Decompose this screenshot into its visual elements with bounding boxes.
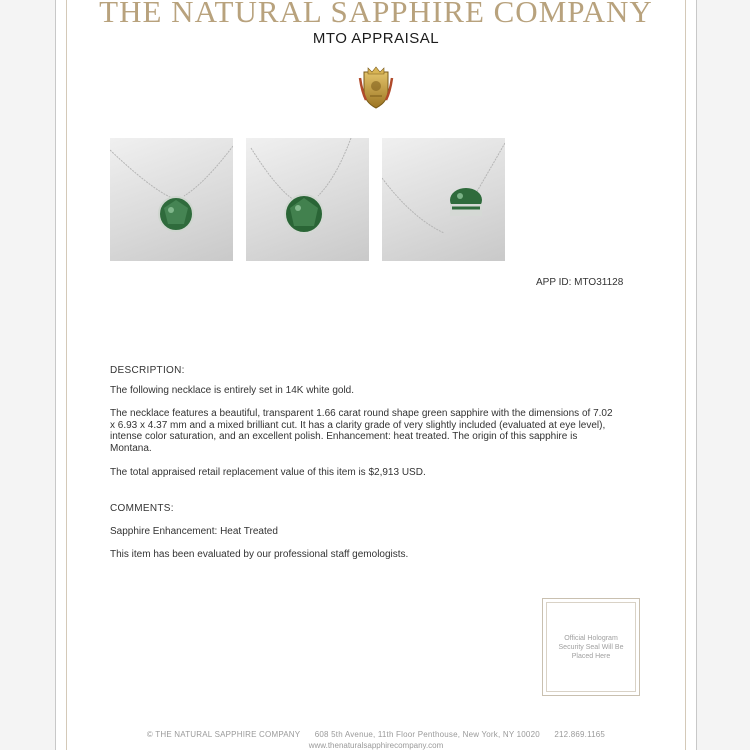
description-heading: DESCRIPTION: xyxy=(110,365,185,376)
comments-paragraph-2: This item has been evaluated by our professional staff gemologists. xyxy=(110,549,409,560)
footer-address: 608 5th Avenue, 11th Floor Penthouse, New York, NY 10020 xyxy=(314,730,540,739)
product-photo-side xyxy=(382,138,505,261)
description-paragraph-1: The following necklace is entirely set in 14K white gold. xyxy=(110,385,355,396)
description-paragraph-3: The total appraised retail replacement value of this item is $2,913 USD. xyxy=(110,467,426,478)
comments-heading: COMMENTS: xyxy=(110,503,174,514)
photo-placeholder xyxy=(518,138,641,261)
appraisal-sheet xyxy=(55,0,697,750)
footer-url[interactable]: www.thenaturalsapphirecompany.com xyxy=(308,741,444,750)
document-title: MTO APPRAISAL xyxy=(312,30,440,47)
footer-phone: 212.869.1165 xyxy=(554,730,606,739)
description-paragraph-2: The necklace features a beautiful, transparent 1.66 carat round shape green sapphire with the dimensions of 7.02 x 6.93 x 4.37 mm and a mixed brilliant cut. It has a clarity grade of very slightly included (evaluated at eye level), intense color saturation, and an excellent polish. Enhancement: heat treated. The origin of this sapphire is Montana. xyxy=(110,408,613,454)
hologram-seal-box xyxy=(542,598,640,696)
brand-title: THE NATURAL SAPPHIRE COMPANY xyxy=(99,0,653,29)
crest-logo-icon xyxy=(358,66,394,110)
footer-line xyxy=(56,730,696,739)
product-photo-front xyxy=(110,138,233,261)
hologram-seal-text: Official Hologram Security Seal Will Be Placed Here xyxy=(546,602,636,692)
comments-paragraph-1: Sapphire Enhancement: Heat Treated xyxy=(110,526,278,537)
footer-company: © THE NATURAL SAPPHIRE COMPANY xyxy=(146,730,301,739)
app-id: APP ID: MTO31128 xyxy=(536,277,624,288)
product-photo-angle xyxy=(246,138,369,261)
